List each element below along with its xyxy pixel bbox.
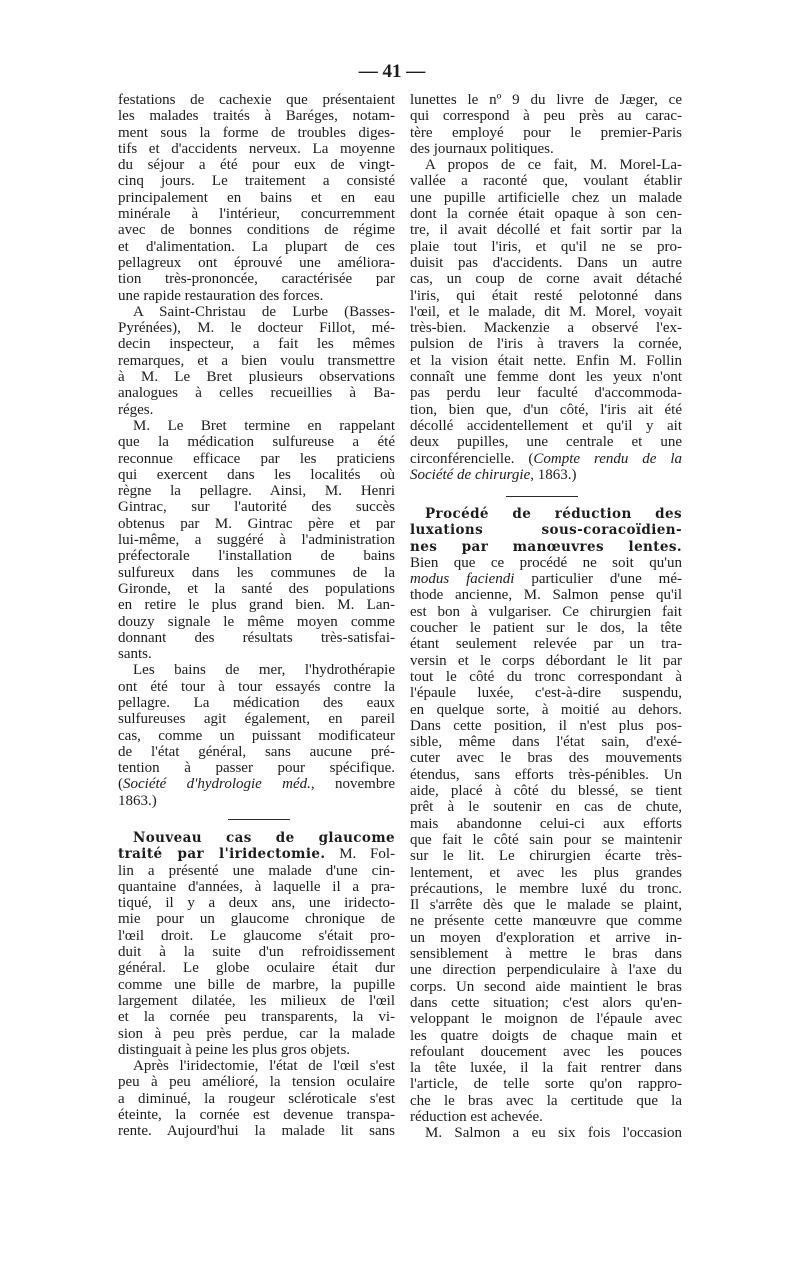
text-line: connaît une femme dont les yeux n'ont: [410, 369, 682, 386]
text-line: à M. Le Bret plusieurs observations: [118, 369, 395, 386]
right-column-section-luxation: [410, 506, 682, 1142]
text-line: tout le côté du tronc correspondant à: [410, 668, 682, 685]
text-line: en retire le plus grand bien. M. Lan-: [118, 597, 395, 614]
text-run: , novembre: [310, 776, 395, 793]
text-line: deux pupilles, une centrale et une: [410, 434, 682, 451]
italic-citation-text: Société de chirurgie: [410, 466, 531, 483]
text-line: M. Salmon a eu six fois l'occasion: [425, 1125, 682, 1142]
section-heading-text: Procédé de réduction des: [425, 506, 682, 522]
text-line: largement dilatée, les milieux de l'œil: [118, 992, 395, 1009]
section-heading-text: traité par l'iridectomie.: [118, 846, 326, 863]
text-line: tère employé pour le premier-Paris: [410, 124, 682, 141]
text-line: règne la pellagre. Ainsi, M. Henri: [118, 483, 395, 500]
paragraph: [410, 92, 682, 157]
text-line: [410, 539, 682, 555]
text-line: tention à passer pour spécifique.: [118, 760, 395, 777]
text-run: circonférencielle. (: [410, 450, 534, 467]
text-line: dont la cornée était opaque à son cen-: [410, 206, 682, 223]
text-line: Dans cette position, il n'est plus pos-: [410, 717, 682, 734]
text-line: sants.: [118, 646, 152, 663]
text-line: général. Le globe oculaire était dur: [118, 960, 395, 977]
page-number: — 41 —: [358, 61, 426, 82]
italic-citation-text: Compte rendu de la: [533, 450, 682, 467]
text-line: mie pour un glaucome chronique de: [118, 911, 395, 928]
text-line: qui exercent dans les localités où: [118, 466, 395, 483]
section-heading-text: Nouveau cas de glaucome: [133, 830, 395, 846]
right-column-section-iris: [410, 92, 682, 483]
paragraph: [118, 662, 395, 809]
left-column-section-hygiene-report: [118, 92, 395, 809]
text-line: l'œil droit. Le glaucome s'était pro-: [118, 927, 395, 944]
text-line: réges.: [118, 401, 154, 418]
text-line: [410, 467, 682, 483]
text-line: sulfureux dans les communes de la: [118, 564, 395, 581]
text-line: pellagreux ont éprouvé une améliora-: [118, 254, 395, 271]
text-line: duisit pas d'accidents. Dans un autre: [410, 254, 682, 271]
text-line: pulsion de l'iris à travers la cornée,: [410, 336, 682, 353]
text-line: [118, 776, 395, 792]
text-line: sensiblement à mettre le bras dans: [410, 946, 682, 963]
text-line: [410, 506, 682, 522]
text-line: analogues à celles recueillies à Ba-: [118, 385, 395, 402]
text-line: thode ancienne, M. Salmon pense qu'il: [410, 587, 682, 604]
text-line: aide, placé à côté du blessé, se tient: [410, 783, 682, 800]
text-line: éteinte, la cornée est devenue transpa-: [118, 1107, 395, 1124]
text-line: refoulant doucement avec les pouces: [410, 1043, 682, 1060]
text-line: mais abandonne celui-ci aux efforts: [410, 815, 682, 832]
text-line: rente. Aujourd'hui la malade lit sans: [118, 1123, 395, 1140]
text-line: remarques, et a bien voulu transmettre: [118, 352, 395, 369]
text-line: sion à peu près perdue, car la malade: [118, 1025, 395, 1042]
text-line: une direction perpendiculaire à l'axe du: [410, 962, 682, 979]
text-line: tion très-prononcée, caractérisée par: [118, 271, 395, 288]
text-line: précautions, le membre luxé du tronc.: [410, 880, 682, 897]
text-line: comme une bille de marbre, la pupille: [118, 976, 395, 993]
text-line: Pyrénées), M. le docteur Fillot, mé-: [118, 320, 395, 337]
paragraph: [118, 418, 395, 662]
text-line: 1863.): [118, 792, 157, 809]
text-line: coucher le patient sur le dos, la tête: [410, 620, 682, 637]
text-line: ont été tour à tour essayés contre la: [118, 678, 395, 695]
text-line: l'iris, qui était resté pelotonné dans: [410, 287, 682, 304]
text-line: avec de bonnes conditions de régime: [118, 222, 395, 239]
text-line: Bien que ce procédé ne soit qu'un: [410, 554, 682, 571]
paragraph: [118, 830, 395, 1058]
text-line: Après l'iridectomie, l'état de l'œil s'est: [133, 1058, 395, 1075]
paragraph: [118, 304, 395, 418]
text-line: a diminué, la rougeur scléroticale s'est: [118, 1090, 395, 1107]
text-line: distinguait à peine les plus gros objets.: [118, 1041, 351, 1058]
text-line: principalement en bains et en eau: [118, 189, 395, 206]
text-line: la tête luxée, il la fait rentrer dans: [410, 1060, 682, 1077]
text-line: festations de cachexie que présentaient: [118, 92, 395, 108]
text-line: l'épaule luxée, c'est-à-dire suspendu,: [410, 685, 682, 702]
text-line: lui-même, a suggéré à l'administration: [118, 532, 395, 549]
text-line: duit à la suite d'un refroidissement: [118, 944, 395, 961]
text-line: corps. Un second aide maintient le bras: [410, 978, 682, 995]
text-line: que la médication sulfureuse a été: [118, 434, 395, 451]
text-line: les malades traités à Baréges, notam-: [118, 108, 395, 125]
text-line: vallée a raconté que, voulant établir: [410, 173, 682, 190]
text-run: M. Fol-: [325, 846, 395, 863]
text-run: (: [118, 776, 123, 793]
text-line: et la cornée peu transparents, la vi-: [118, 1009, 395, 1026]
text-line: plaie tout l'iris, et qu'il ne se pro-: [410, 238, 682, 255]
text-line: réduction est achevée.: [410, 1108, 543, 1125]
section-divider: [228, 819, 290, 820]
text-line: tifs et d'accidents nerveux. La moyenne: [118, 140, 395, 157]
text-line: que fait le côté sain pour se maintenir: [410, 831, 682, 848]
text-line: [118, 846, 395, 862]
text-line: pellagre. La médication des eaux: [118, 694, 395, 711]
text-line: reconnue efficace par les praticiens: [118, 450, 395, 467]
text-line: A Saint-Christau de Lurbe (Basses-: [133, 303, 395, 320]
text-line: [118, 830, 395, 846]
text-line: étant seulement relevée par un tra-: [410, 636, 682, 653]
text-line: de l'état général, sans aucune pré-: [118, 743, 395, 760]
text-line: veloppant le moignon de l'épaule avec: [410, 1011, 682, 1028]
left-column-section-glaucoma: [118, 830, 395, 1140]
text-line: cinq jours. Le traitement a consisté: [118, 173, 395, 190]
text-line: qui correspond à peu près au carac-: [410, 108, 682, 125]
section-heading-text: luxations sous-coracoïdien-: [410, 522, 682, 539]
text-line: che le bras avec la certitude que la: [410, 1092, 682, 1109]
text-line: ment sous la forme de troubles diges-: [118, 124, 395, 141]
text-line: [410, 451, 682, 467]
text-line: ne présente cette manœuvre que comme: [410, 913, 682, 930]
text-line: Gironde, et la santé des populations: [118, 580, 395, 597]
paragraph: [118, 1058, 395, 1139]
text-line: donnant des résultats très-satisfai-: [118, 629, 395, 646]
text-line: M. Le Bret termine en rappelant: [133, 417, 395, 434]
text-line: lunettes le nº 9 du livre de Jæger, ce: [410, 92, 682, 108]
text-run: , 1863.): [530, 466, 577, 483]
text-line: cas, un coup de corne avait détaché: [410, 271, 682, 288]
text-line: l'œil, et le malade, dit M. Morel, voyait: [410, 303, 682, 320]
text-line: Gintrac, sur l'autorité des succès: [118, 499, 395, 516]
text-line: cas, comme un puissant modificateur: [118, 727, 395, 744]
text-line: est bon à vulgariser. Ce chirurgien fait: [410, 603, 682, 620]
text-line: Les bains de mer, l'hydrothérapie: [133, 662, 395, 679]
text-line: très-bien. Mackenzie a observé l'ex-: [410, 320, 682, 337]
text-line: une rapide restauration des forces.: [118, 287, 324, 304]
text-line: lentement, et avec les plus grandes: [410, 864, 682, 881]
text-line: decin inspecteur, a fait les mêmes: [118, 336, 395, 353]
text-line: sur le lit. Le chirurgien écarte très-: [410, 848, 682, 865]
section-divider: [506, 496, 578, 497]
text-line: et d'alimentation. La plupart de ces: [118, 238, 395, 255]
text-line: cuter avec le bras des mouvements: [410, 750, 682, 767]
text-line: peu à peu amélioré, la tension oculaire: [118, 1074, 395, 1091]
text-line: tion, bien que, d'un côté, l'iris ait été: [410, 401, 682, 418]
paragraph: [410, 506, 682, 1125]
text-line: tiqué, il y a deux ans, une iridecto-: [118, 895, 395, 912]
text-line: et la vision était nette. Enfin M. Follin: [410, 352, 682, 369]
text-line: versin et le corps débordant le lit par: [410, 652, 682, 669]
section-heading-text: nes par manœuvres lentes.: [410, 538, 682, 555]
text-line: sible, même dans l'état sain, d'exé-: [410, 734, 682, 751]
text-line: un moyen d'exploration et arrive in-: [410, 929, 682, 946]
text-line: des journaux politiques.: [410, 140, 554, 157]
paragraph: [410, 1125, 682, 1141]
text-line: une pupille artificielle chez un malade: [410, 189, 682, 206]
text-line: quantaine d'années, à laquelle il a pra-: [118, 878, 395, 895]
text-line: [410, 522, 682, 538]
text-line: du séjour a été pour eux de vingt-: [118, 157, 395, 174]
italic-citation-text: Société d'hydrologie méd.: [123, 776, 311, 793]
text-line: prêt à le soutenir en cas de chute,: [410, 799, 682, 816]
text-line: en quelque sorte, à moitié au dehors.: [410, 701, 682, 718]
text-line: A propos de ce fait, M. Morel-La-: [425, 157, 682, 174]
italic-citation-text: modus faciendi: [410, 571, 515, 588]
paragraph: [410, 157, 682, 483]
text-line: sulfureuses agit également, en pareil: [118, 711, 395, 728]
text-line: douzy signale le même moyen comme: [118, 613, 395, 630]
text-line: décollé accidentellement et qu'il y ait: [410, 417, 682, 434]
text-line: tre, il avait décollé et fait sortir par la: [410, 222, 682, 239]
text-line: les quatre doigts de chaque main et: [410, 1027, 682, 1044]
paragraph: [118, 92, 395, 304]
text-line: [410, 571, 682, 587]
text-line: dans cette situation; c'est alors qu'en-: [410, 994, 682, 1011]
text-line: pas perdu leur faculté d'accommoda-: [410, 385, 682, 402]
text-line: obtenus par M. Gintrac père et par: [118, 515, 395, 532]
text-run: particulier d'une mé-: [514, 571, 682, 588]
text-line: étendus, sans efforts très-pénibles. Un: [410, 766, 682, 783]
text-line: l'article, de telle sorte qu'on rappro-: [410, 1076, 682, 1093]
text-line: préfectorale l'installation de bains: [118, 548, 395, 565]
text-line: minérale à l'intérieur, concurremment: [118, 206, 395, 223]
text-line: Il s'arrête dès que le malade se plaint,: [410, 897, 682, 914]
text-line: lin a présenté une malade d'une cin-: [118, 862, 395, 879]
